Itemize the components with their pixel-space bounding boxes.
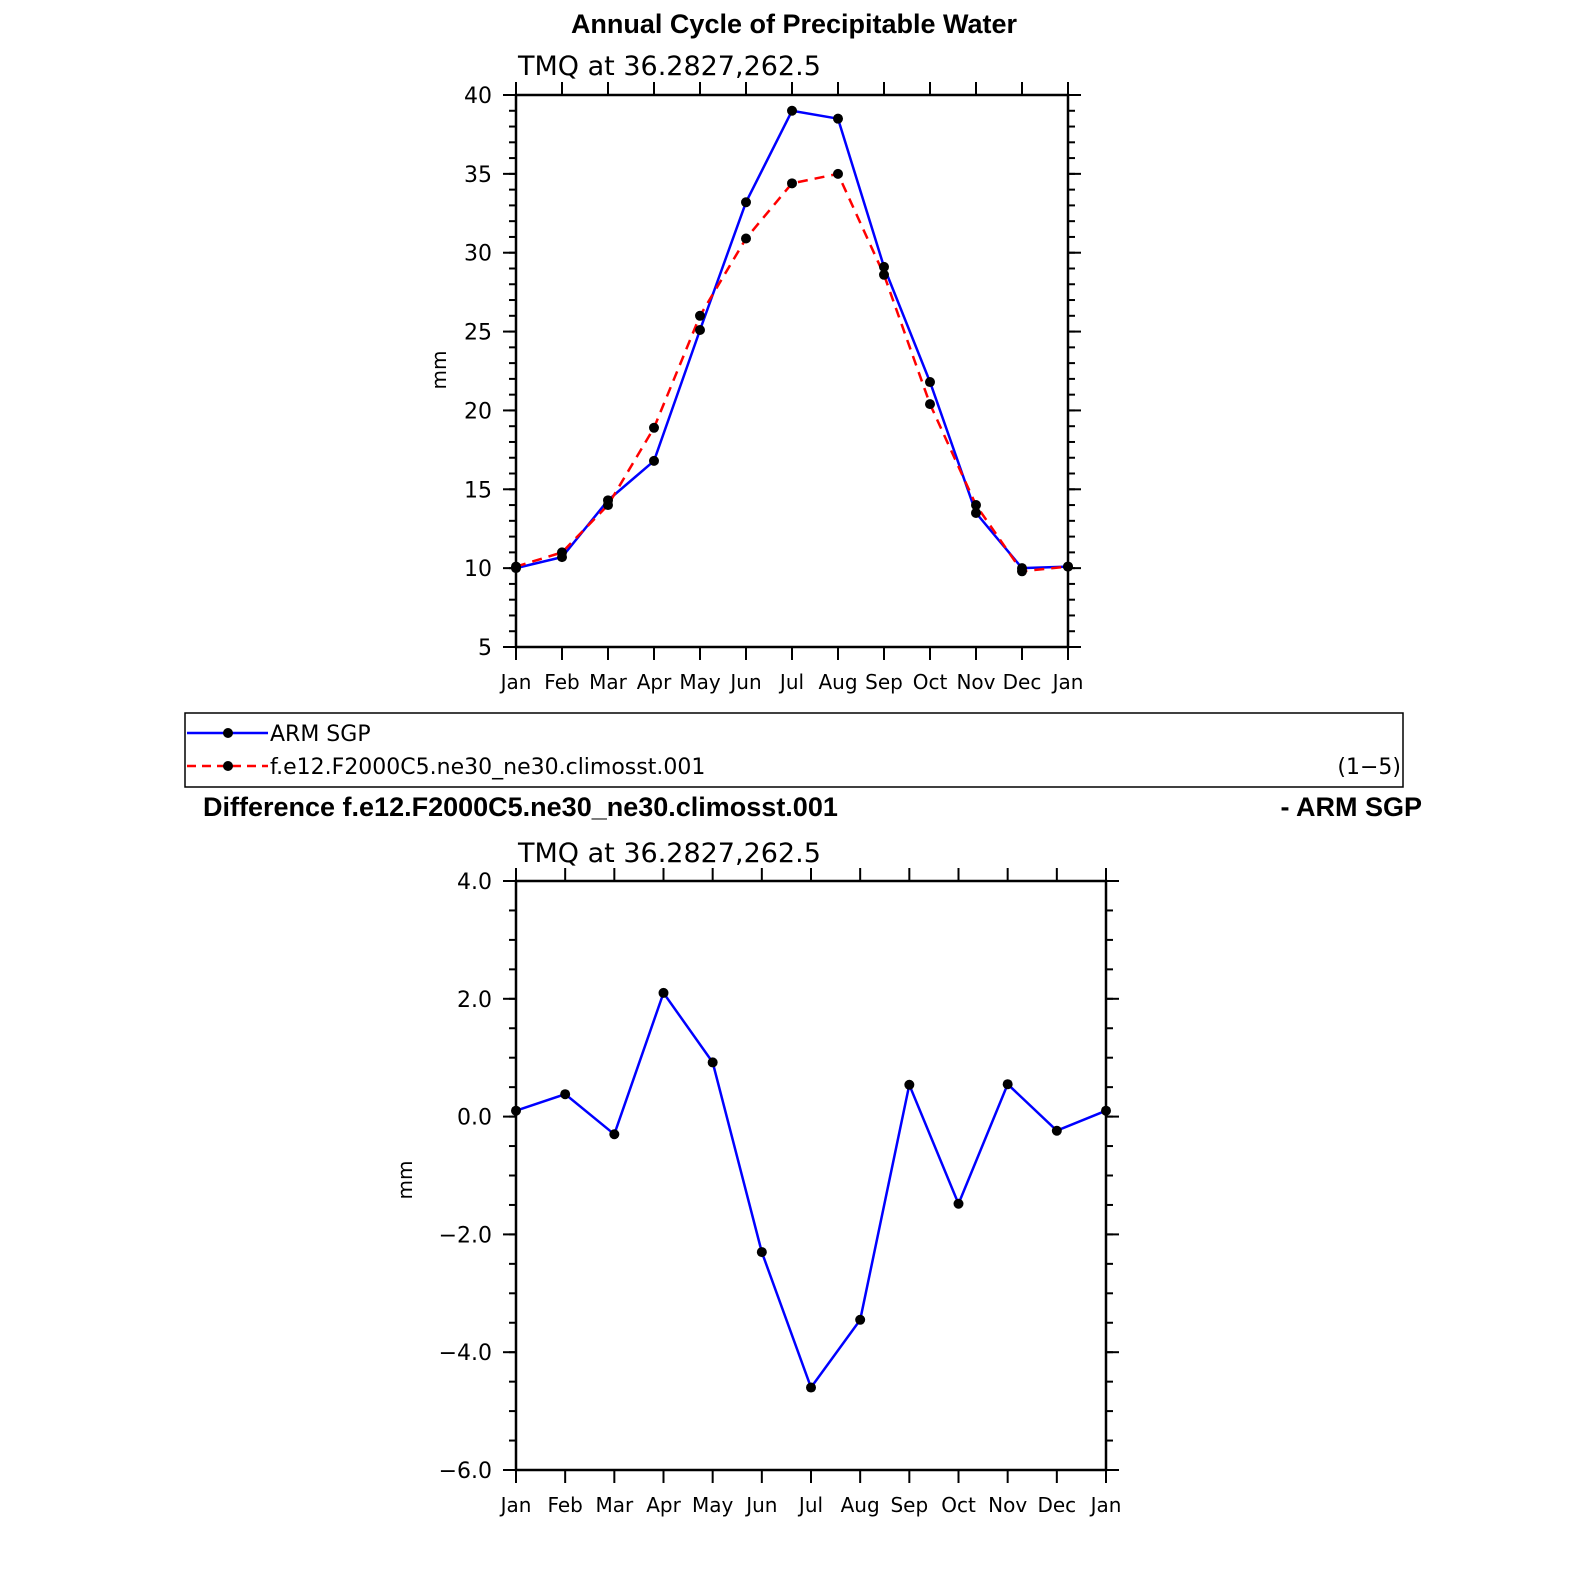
- top-xtick-label: Sep: [865, 670, 903, 694]
- bottom-xtick-label: Feb: [547, 1493, 583, 1517]
- legend-label-model: f.e12.F2000C5.ne30_ne30.climosst.001: [270, 755, 706, 780]
- bottom-ytick-label: 2.0: [457, 987, 492, 1013]
- top-series-1-point: [649, 456, 659, 466]
- top-xtick-label: Aug: [818, 670, 858, 694]
- bottom-series-1-point: [560, 1089, 570, 1099]
- top-xtick-label: Jun: [730, 670, 762, 694]
- top-ytick-label: 20: [464, 399, 492, 425]
- legend-label-obs: ARM SGP: [270, 722, 371, 747]
- top-series-2-point: [557, 547, 567, 557]
- bottom-xtick-label: Jun: [746, 1493, 778, 1517]
- bottom-series-1-point: [1052, 1126, 1062, 1136]
- top-series-2-point: [971, 500, 981, 510]
- top-ytick-label: 35: [464, 162, 492, 188]
- bottom-series-1-point: [1101, 1106, 1111, 1116]
- top-series-2-point: [925, 399, 935, 409]
- bottom-ytick-label: 0.0: [457, 1105, 492, 1131]
- top-chart: [427, 51, 1083, 694]
- bottom-ytick-label: 4.0: [457, 870, 492, 895]
- bottom-xtick-label: Apr: [646, 1493, 681, 1517]
- legend-range-label: (1−5): [1337, 755, 1401, 780]
- top-chart-ylabel: mm: [427, 350, 451, 390]
- legend-marker-model: [223, 761, 233, 771]
- bottom-series-1-point: [757, 1247, 767, 1257]
- bottom-xtick-label: Aug: [840, 1493, 880, 1517]
- top-xtick-label: Nov: [956, 670, 996, 694]
- top-series-2-point: [649, 423, 659, 433]
- top-chart-subtitle: TMQ at 36.2827,262.5: [518, 51, 821, 82]
- bottom-xtick-label: May: [691, 1493, 734, 1517]
- top-ytick-label: 30: [464, 241, 492, 267]
- top-ytick-label: 40: [464, 84, 492, 109]
- legend-marker-obs: [223, 728, 233, 738]
- bottom-chart-subtitle: TMQ at 36.2827,262.5: [518, 838, 821, 869]
- top-xtick-label: Dec: [1002, 670, 1042, 694]
- top-series-2-point: [787, 178, 797, 188]
- top-series-2-point: [1017, 566, 1027, 576]
- bottom-plot-frame: [516, 881, 1106, 1470]
- top-xtick-label: Feb: [544, 670, 580, 694]
- bottom-xtick-label: Nov: [988, 1493, 1028, 1517]
- bottom-ytick-label: −2.0: [438, 1223, 492, 1249]
- bottom-chart-title-right: - ARM SGP: [1280, 792, 1422, 822]
- bottom-series-1-point: [855, 1315, 865, 1325]
- top-xtick-label: Jul: [779, 670, 805, 694]
- bottom-ytick-label: −6.0: [438, 1459, 492, 1484]
- bottom-series-1-point: [954, 1199, 964, 1209]
- top-series-2-point: [879, 270, 889, 280]
- bottom-xtick-label: Oct: [941, 1493, 976, 1517]
- top-ytick-label: 15: [464, 478, 492, 504]
- bottom-series-1-point: [1003, 1079, 1013, 1089]
- bottom-series-1-point: [806, 1383, 816, 1393]
- top-ytick-label: 10: [464, 557, 492, 583]
- bottom-series-1-point: [511, 1106, 521, 1116]
- bottom-ytick-label: −4.0: [438, 1341, 492, 1367]
- bottom-xtick-label: Jan: [1090, 1493, 1122, 1517]
- bottom-series-line-1: [516, 993, 1106, 1388]
- bottom-series-1-point: [904, 1080, 914, 1090]
- top-ytick-label: 25: [464, 320, 492, 346]
- top-xtick-label: Oct: [912, 670, 948, 694]
- bottom-xtick-label: Mar: [595, 1493, 634, 1517]
- top-series-2-point: [741, 234, 751, 244]
- top-series-2-point: [695, 311, 705, 321]
- top-series-1-point: [925, 377, 935, 387]
- legend: [185, 713, 1403, 787]
- bottom-chart-title-left: Difference f.e12.F2000C5.ne30_ne30.climosst.001: [203, 792, 838, 822]
- bottom-xtick-label: Jul: [798, 1493, 824, 1517]
- top-plot-frame: [516, 95, 1068, 647]
- bottom-chart: [393, 838, 1121, 1517]
- top-series-1-point: [695, 325, 705, 335]
- bottom-series-1-point: [609, 1129, 619, 1139]
- top-series-1-point: [833, 114, 843, 124]
- top-xtick-label: Jan: [500, 670, 532, 694]
- bottom-xtick-label: Sep: [890, 1493, 929, 1517]
- top-xtick-label: May: [679, 670, 721, 694]
- top-series-1-point: [741, 197, 751, 207]
- bottom-xtick-label: Dec: [1037, 1493, 1077, 1517]
- top-series-2-point: [1063, 562, 1073, 572]
- top-series-2-point: [511, 562, 521, 572]
- bottom-series-1-point: [659, 988, 669, 998]
- top-series-2-point: [833, 169, 843, 179]
- bottom-chart-ylabel: mm: [393, 1160, 417, 1200]
- bottom-xtick-label: Jan: [500, 1493, 532, 1517]
- top-chart-title: Annual Cycle of Precipitable Water: [570, 9, 1018, 39]
- top-xtick-label: Apr: [636, 670, 672, 694]
- top-series-1-point: [787, 106, 797, 116]
- top-ytick-label: 5: [478, 636, 492, 661]
- top-xtick-label: Jan: [1052, 670, 1084, 694]
- top-series-2-point: [603, 500, 613, 510]
- bottom-series-1-point: [708, 1057, 718, 1067]
- top-xtick-label: Mar: [589, 670, 627, 694]
